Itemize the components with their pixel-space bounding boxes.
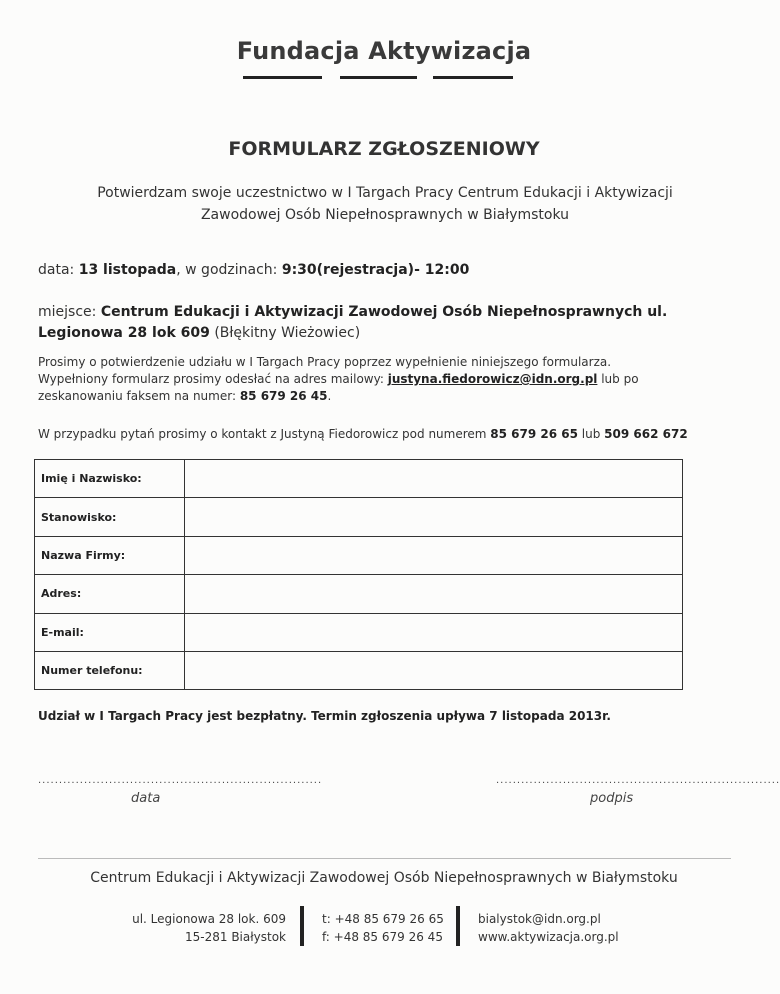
contact-phone-1: 85 679 26 65 [490, 427, 578, 441]
instructions-line-3-prefix: zeskanowaniu faksem na numer: [38, 389, 240, 403]
free-participation-note: Udział w I Targach Pracy jest bezpłatny. Termin zgłoszenia upływa 7 listopada 2013r. [38, 709, 611, 723]
date-value: 13 listopada [78, 262, 177, 278]
footer-separator-2 [456, 906, 460, 946]
form-label-position: Stanowisko: [35, 498, 185, 535]
address-field[interactable] [185, 575, 682, 612]
footer-website-link[interactable]: www.aktywizacja.org.pl [478, 930, 619, 944]
form-label-name: Imię i Nazwisko: [35, 460, 185, 497]
footer-separator-1 [300, 906, 304, 946]
instructions-line-3-suffix: . [327, 389, 332, 403]
event-place [38, 302, 698, 344]
title-underline-1 [243, 76, 322, 79]
form-row-company [35, 537, 682, 575]
form-label-phone: Numer telefonu: [35, 652, 185, 689]
place-note: (Błękitny Wieżowiec) [209, 325, 361, 341]
position-field[interactable] [185, 498, 682, 535]
form-title: FORMULARZ ZGŁOSZENIOWY [228, 138, 540, 160]
footer-divider [38, 858, 731, 859]
hours-value: 9:30(rejestracja)- 12:00 [281, 262, 470, 278]
date-label: data: [38, 262, 79, 278]
footer-tel: t: +48 85 679 26 65 [322, 912, 444, 926]
instructions-line-2-suffix: lub po [597, 372, 639, 386]
footer-address-line-1: ul. Legionowa 28 lok. 609 [132, 912, 286, 926]
organization-title: Fundacja Aktywizacja [236, 37, 532, 65]
contact-prefix: W przypadku pytań prosimy o kontakt z Justyną Fiedorowicz pod numerem [38, 427, 491, 441]
form-row-name [35, 460, 682, 498]
form-label-address: Adres: [35, 575, 185, 612]
contact-phone-2: 509 662 672 [604, 427, 688, 441]
date-caption: data [131, 791, 161, 806]
instructions-line-2 [38, 371, 688, 388]
event-date [38, 262, 738, 278]
form-row-position [35, 498, 682, 536]
footer-fax: f: +48 85 679 26 45 [322, 930, 443, 944]
instructions-line-3 [38, 388, 688, 405]
intro-line-1: Potwierdzam swoje uczestnictwo w I Targach Pracy Centrum Edukacji i Aktywizacji [97, 185, 673, 201]
footer-address-line-2: 15-281 Białystok [185, 930, 286, 944]
footer-web [478, 910, 678, 946]
place-value: Centrum Edukacji i Aktywizacji Zawodowej Osób Niepełnosprawnych ul. Legionowa 28 lok 609 [38, 304, 668, 341]
instructions-line-1: Prosimy o potwierdzenie udziału w I Targach Pracy poprzez wypełnienie niniejszego formularza. [38, 355, 612, 369]
date-dotted-line[interactable]: .................................................................... [38, 775, 323, 786]
form-row-address [35, 575, 682, 613]
title-underline-3 [433, 76, 513, 79]
form-row-email [35, 614, 682, 652]
intro-line-2: Zawodowej Osób Niepełnosprawnych w Białymstoku [200, 207, 570, 223]
registration-form-table [34, 459, 683, 690]
signature-caption: podpis [590, 791, 634, 806]
company-field[interactable] [185, 537, 682, 574]
form-label-email: E-mail: [35, 614, 185, 651]
email-field[interactable] [185, 614, 682, 651]
title-underline-2 [340, 76, 417, 79]
form-label-company: Nazwa Firmy: [35, 537, 185, 574]
instructions [38, 354, 688, 405]
signature-dotted-line[interactable]: .................................................................... [496, 775, 780, 786]
contact-email-link[interactable]: justyna.fiedorowicz@idn.org.pl [387, 372, 598, 386]
place-label: miejsce: [38, 304, 101, 320]
instructions-line-2-prefix: Wypełniony formularz prosimy odesłać na adres mailowy: [38, 372, 388, 386]
footer-phones [322, 910, 452, 946]
form-row-phone [35, 652, 682, 689]
fax-number: 85 679 26 45 [239, 389, 328, 403]
phone-field[interactable] [185, 652, 682, 689]
contact-middle: lub [577, 427, 605, 441]
contact-line [38, 427, 738, 441]
footer-email-link[interactable]: bialystok@idn.org.pl [478, 912, 601, 926]
hours-label: , w godzinach: [176, 262, 282, 278]
footer-address [108, 910, 286, 946]
name-field[interactable] [185, 460, 682, 497]
footer-organization: Centrum Edukacji i Aktywizacji Zawodowej Osób Niepełnosprawnych w Białymstoku [90, 870, 678, 886]
intro-text [60, 182, 710, 226]
